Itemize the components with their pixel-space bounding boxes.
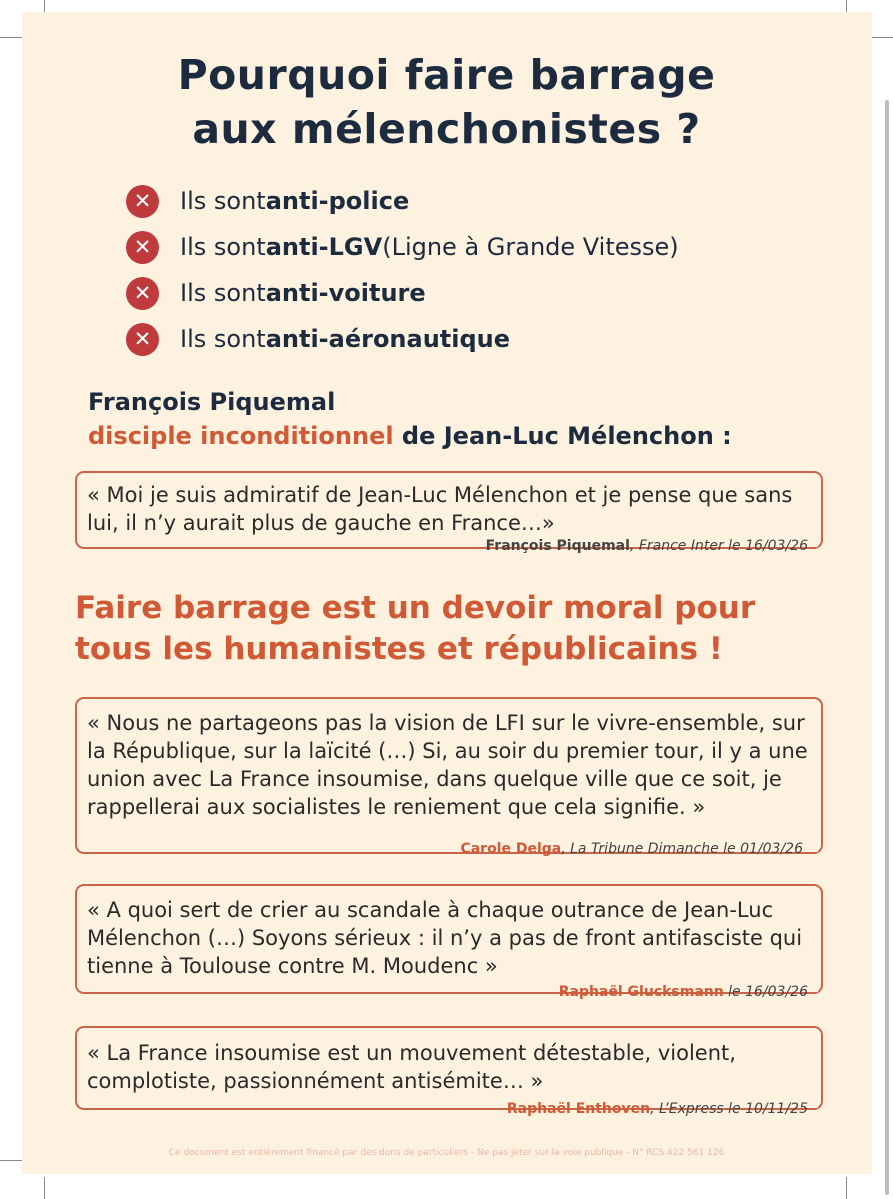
crop-mark: [871, 37, 893, 38]
crop-mark: [846, 1177, 847, 1199]
cross-circle-icon: ✕: [126, 277, 159, 310]
quote-text: « Moi je suis admiratif de Jean-Luc Mélenchon et je pense que sans lui, il n’y aurait plus de gauche en France…»: [87, 483, 793, 535]
list-item: ✕ Ils sont anti-aéronautique: [126, 316, 679, 362]
person-heading: [88, 385, 732, 453]
crop-mark: [0, 37, 22, 38]
crop-mark: [0, 1160, 22, 1161]
quote-attribution: Raphaël Glucksmann le 16/03/26: [558, 984, 808, 1000]
cross-circle-icon: ✕: [126, 185, 159, 218]
person-highlight: disciple inconditionnel: [88, 422, 394, 450]
quote-text: « A quoi sert de crier au scandale à chaque outrance de Jean-Luc Mélenchon (…) Soyons sérieux : il n’y a pas de front antifasciste qui tienne à Toulouse contre M. Moudenc »: [87, 898, 803, 978]
quote-attribution: François Piquemal, France Inter le 16/03/26: [485, 538, 808, 554]
cross-circle-icon: ✕: [126, 231, 159, 264]
list-item: ✕ Ils sont anti-LGV (Ligne à Grande Vitesse): [126, 224, 679, 270]
list-item: ✕ Ils sont anti-voiture: [126, 270, 679, 316]
page-title: Pourquoi faire barrage aux mélenchonistes ?: [177, 51, 716, 153]
bullet-list: [126, 178, 679, 362]
headline: Faire barrage est un devoir moral pour tous les humanistes et républicains !: [75, 590, 756, 667]
quote-text: « Nous ne partageons pas la vision de LFI sur le vivre-ensemble, sur la République, sur la laïcité (…) Si, au soir du premier tour, il y a une union avec La France insoumise, dans quelque ville que ce soit, je rappellerai aux socialistes le reniement que cela signifie. »: [87, 711, 808, 819]
scrollbar[interactable]: [885, 100, 889, 1195]
cross-circle-icon: ✕: [126, 323, 159, 356]
quote-text: « La France insoumise est un mouvement détestable, violent, complotiste, passionnément antisémite… »: [87, 1041, 736, 1093]
crop-mark: [44, 1177, 45, 1199]
quote-attribution: Raphaël Enthoven, L’Express le 10/11/25: [506, 1101, 808, 1117]
quote-attribution: Carole Delga, La Tribune Dimanche le 01/03/26: [460, 841, 803, 857]
person-rest: de Jean-Luc Mélenchon :: [393, 422, 732, 450]
list-item: ✕ Ils sont anti-police: [126, 178, 679, 224]
person-name: François Piquemal: [88, 388, 336, 416]
legal-footer: Ce document est entièrement financé par des dons de particuliers - Ne pas jeter sur la voie publique - N° RCS 422 561 126: [168, 1148, 725, 1158]
